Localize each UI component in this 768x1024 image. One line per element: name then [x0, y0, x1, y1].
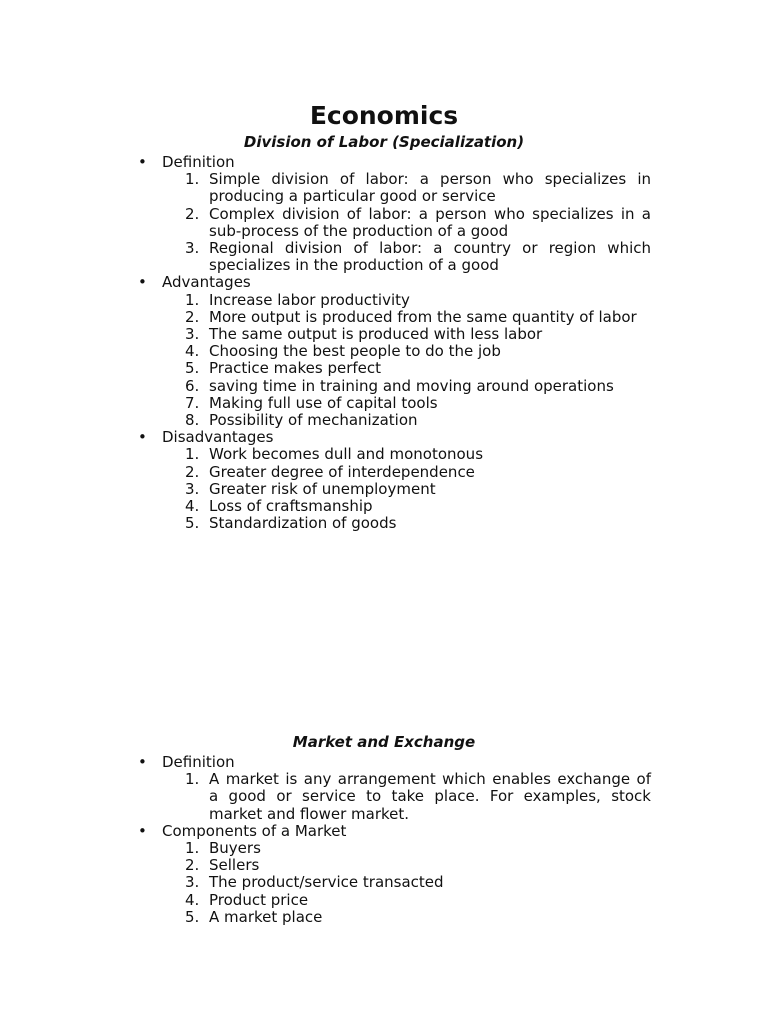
list-item-text: More output is produced from the same quantity of labor [209, 307, 637, 326]
section-body-division-of-labor [0, 154, 768, 532]
list-item-text: Increase labor productivity [209, 290, 410, 309]
numbered-list-item [0, 412, 651, 429]
list-item-text: Practice makes perfect [209, 359, 382, 378]
list-number: 1. [185, 445, 200, 464]
list-item-text: A market place [209, 907, 323, 926]
bullet-dot-icon: • [138, 273, 147, 292]
bullet-label: Components of a Market [162, 821, 347, 840]
list-item-text: Product price [209, 890, 309, 909]
numbered-list-item [0, 206, 651, 240]
list-number: 2. [185, 462, 200, 481]
bullet-label: Definition [162, 753, 235, 771]
numbered-list-item [0, 515, 651, 532]
list-item-text: Loss of craftsmanship [209, 497, 373, 516]
bullet-label: Definition [162, 153, 235, 171]
numbered-list-item [0, 240, 651, 274]
list-number: 3. [185, 479, 200, 498]
list-number: 4. [185, 890, 200, 909]
bullet-label: Disadvantages [162, 428, 274, 447]
bullet-dot-icon: • [138, 821, 147, 840]
list-number: 1. [185, 838, 200, 857]
list-number: 3. [185, 239, 200, 257]
numbered-list-item [0, 771, 651, 823]
list-item-text: Work becomes dull and monotonous [209, 445, 484, 464]
list-item-text: Regional division of labor: a country or region which specializes in the production of a good [209, 239, 651, 275]
section-heading-market-and-exchange: Market and Exchange [292, 733, 476, 751]
bullet-item [0, 754, 768, 823]
bullet-item [0, 154, 768, 274]
section-body-market-and-exchange [0, 754, 768, 926]
list-number: 5. [185, 359, 200, 378]
list-item-text: Possibility of mechanization [209, 411, 418, 430]
numbered-list-item [0, 343, 651, 360]
list-number: 5. [185, 907, 200, 926]
list-number: 1. [185, 170, 200, 189]
list-item-text: Making full use of capital tools [209, 393, 438, 412]
bullet-item [0, 823, 768, 926]
list-number: 4. [185, 497, 200, 516]
bullet-label: Advantages [162, 273, 251, 292]
numbered-list-item [0, 309, 651, 326]
bullet-heading [0, 754, 768, 771]
numbered-list-item [0, 171, 651, 205]
list-item-text: Sellers [209, 856, 260, 875]
list-number: 2. [185, 856, 200, 875]
list-item-text: Greater risk of unemployment [209, 479, 436, 498]
numbered-list-item [0, 857, 651, 874]
bullet-heading [0, 274, 768, 291]
list-item-text: Simple division of labor: a person who specializes in producing a particular good or service [209, 170, 651, 206]
bullet-heading [0, 429, 768, 446]
numbered-list-item [0, 326, 651, 343]
bullet-dot-icon: • [138, 428, 147, 447]
bullet-heading [0, 823, 768, 840]
numbered-list-item [0, 909, 651, 926]
list-number: 7. [185, 393, 200, 412]
section-heading-division-of-labor: Division of Labor (Specialization) [243, 133, 525, 151]
numbered-list-item [0, 874, 651, 891]
numbered-list-item [0, 464, 651, 481]
numbered-list-item [0, 292, 651, 309]
list-number: 1. [185, 770, 200, 789]
bullet-dot-icon: • [138, 153, 147, 171]
list-item-text: Greater degree of interdependence [209, 462, 475, 481]
list-number: 3. [185, 873, 200, 892]
list-item-text: Choosing the best people to do the job [209, 342, 501, 361]
list-item-text: The product/service transacted [209, 873, 444, 892]
numbered-list-item [0, 378, 651, 395]
numbered-list-item [0, 892, 651, 909]
list-number: 2. [185, 307, 200, 326]
bullet-item [0, 274, 768, 429]
document-title: Economics [309, 101, 459, 130]
list-number: 3. [185, 325, 200, 343]
numbered-list-item [0, 395, 651, 412]
list-number: 6. [185, 376, 200, 395]
numbered-list-item [0, 481, 651, 498]
list-number: 4. [185, 342, 200, 361]
list-number: 1. [185, 290, 200, 309]
bullet-item [0, 429, 768, 532]
list-number: 2. [185, 204, 200, 223]
list-item-text: saving time in training and moving around operations [209, 376, 614, 395]
list-item-text: Standardization of goods [209, 514, 397, 533]
list-item-text: The same output is produced with less labor [209, 325, 543, 343]
bullet-heading [0, 154, 768, 171]
list-number: 8. [185, 411, 200, 430]
list-item-text: A market is any arrangement which enables exchange of a good or service to take place. For examples, stock market and flower market. [209, 770, 651, 823]
list-number: 5. [185, 514, 200, 533]
numbered-list-item [0, 840, 651, 857]
numbered-list-item [0, 360, 651, 377]
numbered-list-item [0, 446, 651, 463]
numbered-list-item [0, 498, 651, 515]
list-item-text: Buyers [209, 838, 261, 857]
bullet-dot-icon: • [138, 753, 147, 771]
list-item-text: Complex division of labor: a person who specializes in a sub-process of the production of a good [209, 204, 651, 240]
